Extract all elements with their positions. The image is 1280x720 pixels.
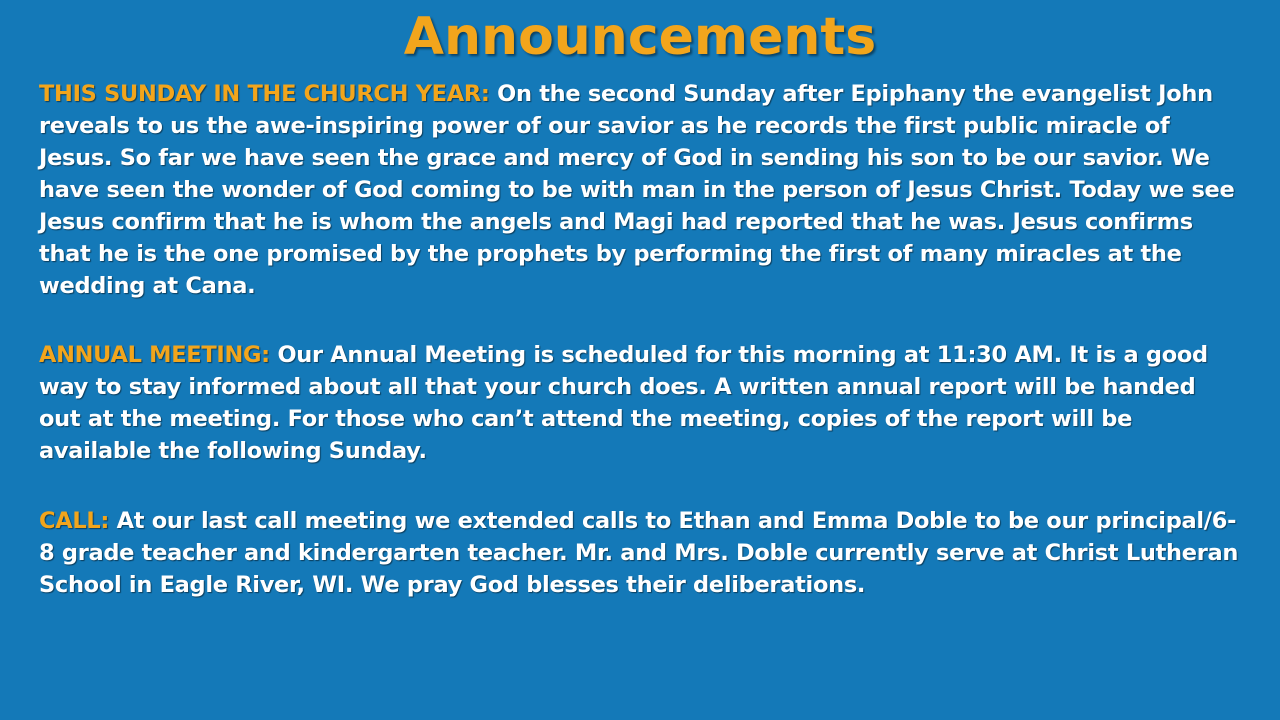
announcement-call [39,505,1244,601]
announcement-text: At our last call meeting we extended calls to Ethan and Emma Doble to be our principal/6-8 grade teacher and kindergarten teacher. Mr. and Mrs. Doble currently serve at Christ Lutheran School in Eagle River, WI. We pray God blesses their deliberations. [39,508,1239,598]
announcement-annual-meeting [39,339,1244,467]
announcement-church-year [39,78,1244,302]
announcement-text: Our Annual Meeting is scheduled for this morning at 11:30 AM. It is a good way to stay informed about all that your church does. A written annual report will be handed out at the meeting. For those who can’t attend the meeting, copies of the report will be available the following Sunday. [39,342,1208,464]
announcement-text: On the second Sunday after Epiphany the evangelist John reveals to us the awe-inspiring power of our savior as he records the first public miracle of Jesus. So far we have seen the grace and mercy of God in sending his son to be our savior. We have seen the wonder of God coming to be with man in the person of Jesus Christ. Today we see Jesus confirm that he is whom the angels and Magi had reported that he was. Jesus confirms that he is the one promised by the prophets by performing the first of many miracles at the wedding at Cana. [39,81,1235,299]
announcement-label: CALL: [39,508,110,534]
announcement-label: ANNUAL MEETING: [39,342,270,368]
announcement-label: THIS SUNDAY IN THE CHURCH YEAR: [39,81,490,107]
slide-title: Announcements [403,7,877,67]
